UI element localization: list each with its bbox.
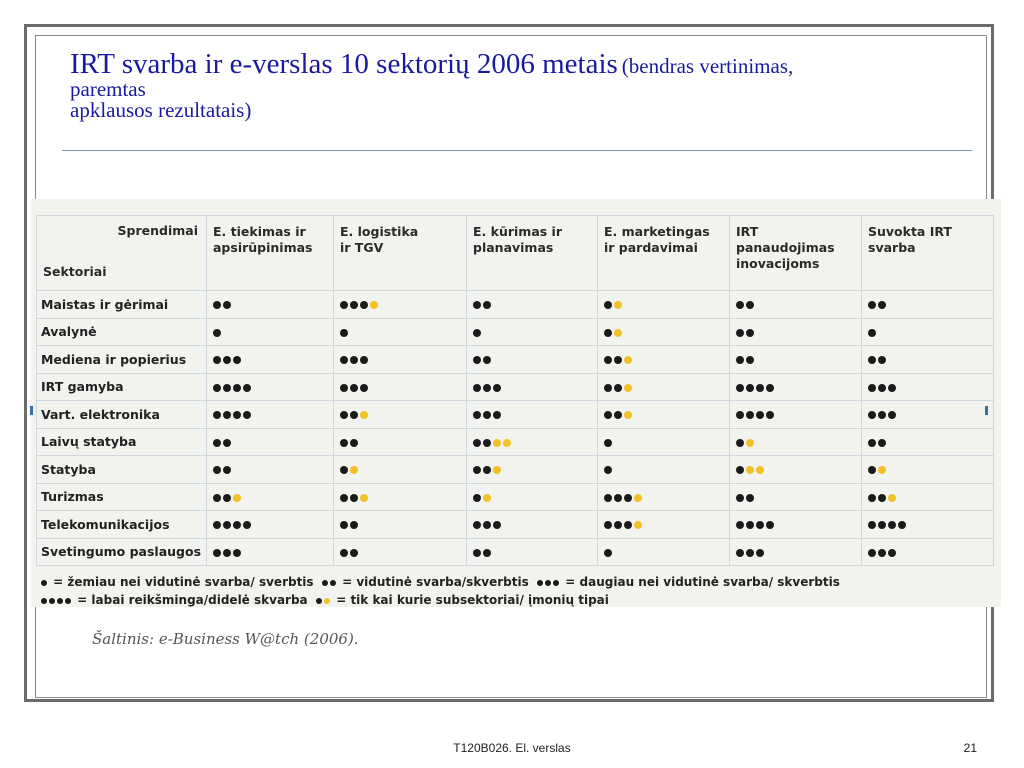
partial-rating-dot bbox=[756, 466, 764, 474]
table-row bbox=[37, 373, 994, 401]
rating-cell bbox=[598, 373, 730, 401]
sector-label: Avalynė bbox=[37, 318, 207, 346]
rating-dot bbox=[483, 356, 491, 364]
rating-cell bbox=[862, 511, 994, 539]
rating-cell bbox=[207, 456, 334, 484]
slide-title bbox=[70, 50, 970, 121]
rating-dot bbox=[233, 411, 241, 419]
rating-dot bbox=[604, 549, 612, 557]
rating-dot bbox=[614, 384, 622, 392]
matrix-image bbox=[29, 199, 1001, 607]
rating-cell bbox=[207, 346, 334, 374]
rating-dot bbox=[223, 411, 231, 419]
rating-dot bbox=[340, 521, 348, 529]
rating-dot bbox=[868, 411, 876, 419]
partial-rating-dot bbox=[878, 466, 886, 474]
rating-dot bbox=[340, 439, 348, 447]
rating-dot bbox=[213, 466, 221, 474]
rating-dot bbox=[483, 466, 491, 474]
rating-cell bbox=[467, 401, 598, 429]
rating-dot bbox=[604, 356, 612, 364]
rating-dot bbox=[878, 301, 886, 309]
column-header: E. kūrimas ir planavimas bbox=[467, 216, 598, 291]
rating-dot bbox=[624, 494, 632, 502]
rating-dot bbox=[878, 356, 886, 364]
rating-dot bbox=[604, 521, 612, 529]
table-row bbox=[37, 538, 994, 566]
rating-dot bbox=[360, 301, 368, 309]
left-marker bbox=[30, 406, 33, 415]
rating-cell bbox=[862, 483, 994, 511]
legend-3: daugiau nei vidutinė svarba/ skverbtis bbox=[579, 575, 840, 589]
rating-dot bbox=[473, 384, 481, 392]
table-row bbox=[37, 401, 994, 429]
rating-dot bbox=[868, 494, 876, 502]
table-row bbox=[37, 318, 994, 346]
rating-cell bbox=[598, 318, 730, 346]
rating-dot bbox=[473, 411, 481, 419]
rating-cell bbox=[598, 511, 730, 539]
rating-dot bbox=[223, 301, 231, 309]
rating-cell bbox=[862, 291, 994, 319]
rating-cell bbox=[207, 483, 334, 511]
rating-cell bbox=[467, 483, 598, 511]
rating-cell bbox=[207, 511, 334, 539]
rating-dot bbox=[350, 494, 358, 502]
rating-dot bbox=[223, 494, 231, 502]
rating-dot bbox=[868, 466, 876, 474]
rating-dot bbox=[473, 329, 481, 337]
legend-4: labai reikšminga/didelė skvarba bbox=[91, 593, 308, 607]
column-header: Suvokta IRT svarba bbox=[862, 216, 994, 291]
rating-cell bbox=[334, 538, 467, 566]
rating-dot bbox=[223, 356, 231, 364]
column-header: E. logistika ir TGV bbox=[334, 216, 467, 291]
rating-cell bbox=[467, 456, 598, 484]
partial-rating-dot bbox=[493, 466, 501, 474]
partial-rating-dot bbox=[493, 439, 501, 447]
rating-cell bbox=[862, 456, 994, 484]
rating-dot bbox=[223, 521, 231, 529]
rating-dot bbox=[736, 521, 744, 529]
rating-dot bbox=[213, 411, 221, 419]
rating-dot bbox=[746, 494, 754, 502]
rating-dot bbox=[614, 494, 622, 502]
rating-cell bbox=[730, 538, 862, 566]
legend bbox=[41, 573, 840, 609]
sector-label: Laivų statyba bbox=[37, 428, 207, 456]
rating-cell bbox=[207, 538, 334, 566]
right-marker bbox=[985, 406, 988, 415]
rating-dot bbox=[350, 549, 358, 557]
rating-dot bbox=[233, 521, 241, 529]
rating-cell bbox=[467, 511, 598, 539]
rating-dot bbox=[604, 466, 612, 474]
rating-cell bbox=[730, 483, 862, 511]
partial-rating-dot bbox=[614, 329, 622, 337]
rating-dot bbox=[483, 411, 491, 419]
table-row bbox=[37, 428, 994, 456]
rating-cell bbox=[862, 428, 994, 456]
footer-course: T120B026. El. verslas bbox=[453, 741, 571, 755]
rating-dot bbox=[736, 439, 744, 447]
rating-dot bbox=[736, 329, 744, 337]
rating-dot bbox=[473, 356, 481, 364]
rating-cell bbox=[730, 456, 862, 484]
rating-dot bbox=[766, 384, 774, 392]
rating-dot bbox=[604, 329, 612, 337]
sector-label: Maistas ir gėrimai bbox=[37, 291, 207, 319]
rating-dot bbox=[493, 384, 501, 392]
rating-dot bbox=[493, 411, 501, 419]
rating-cell bbox=[334, 456, 467, 484]
rating-dot bbox=[340, 329, 348, 337]
rating-dot bbox=[736, 549, 744, 557]
rating-dot bbox=[223, 466, 231, 474]
partial-rating-dot bbox=[746, 439, 754, 447]
rating-cell bbox=[207, 401, 334, 429]
rating-cell bbox=[862, 346, 994, 374]
rating-dot bbox=[868, 329, 876, 337]
rating-dot bbox=[233, 384, 241, 392]
rating-dot bbox=[604, 411, 612, 419]
rating-cell bbox=[730, 401, 862, 429]
partial-rating-dot bbox=[370, 301, 378, 309]
rating-dot bbox=[213, 384, 221, 392]
rating-dot bbox=[878, 521, 886, 529]
rating-dot bbox=[614, 521, 622, 529]
column-header: E. tiekimas ir apsirūpinimas bbox=[207, 216, 334, 291]
rating-dot bbox=[360, 356, 368, 364]
rating-dot bbox=[473, 301, 481, 309]
rating-cell bbox=[334, 291, 467, 319]
rating-dot bbox=[233, 356, 241, 364]
footer-page-number: 21 bbox=[963, 741, 977, 755]
rating-dot bbox=[350, 301, 358, 309]
rating-dot bbox=[614, 356, 622, 364]
rating-cell bbox=[598, 538, 730, 566]
rating-cell bbox=[862, 538, 994, 566]
rating-dot bbox=[766, 521, 774, 529]
corner-header bbox=[37, 216, 207, 291]
rating-dot bbox=[473, 466, 481, 474]
rating-dot bbox=[473, 494, 481, 502]
rating-dot bbox=[340, 301, 348, 309]
rating-dot bbox=[483, 521, 491, 529]
rating-dot bbox=[213, 494, 221, 502]
rating-cell bbox=[334, 401, 467, 429]
rating-dot bbox=[223, 439, 231, 447]
rating-cell bbox=[467, 428, 598, 456]
sector-label: Vart. elektronika bbox=[37, 401, 207, 429]
rating-cell bbox=[334, 318, 467, 346]
rating-dot bbox=[213, 439, 221, 447]
rating-dot bbox=[868, 301, 876, 309]
rating-cell bbox=[598, 483, 730, 511]
rating-cell bbox=[207, 373, 334, 401]
rating-cell bbox=[862, 401, 994, 429]
rating-dot bbox=[340, 384, 348, 392]
rating-dot bbox=[483, 439, 491, 447]
table-row bbox=[37, 291, 994, 319]
rating-dot bbox=[756, 521, 764, 529]
partial-rating-dot bbox=[634, 521, 642, 529]
rating-dot bbox=[888, 384, 896, 392]
sector-label: Turizmas bbox=[37, 483, 207, 511]
rating-cell bbox=[598, 346, 730, 374]
rating-dot bbox=[493, 521, 501, 529]
rating-dot bbox=[766, 411, 774, 419]
rating-dot bbox=[746, 356, 754, 364]
rating-dot bbox=[350, 521, 358, 529]
rating-dot bbox=[878, 549, 886, 557]
rating-dot bbox=[340, 411, 348, 419]
rating-dot bbox=[888, 521, 896, 529]
rating-dot bbox=[340, 549, 348, 557]
rating-dot bbox=[746, 329, 754, 337]
rating-cell bbox=[730, 511, 862, 539]
rating-dot bbox=[604, 384, 612, 392]
title-sub-2: paremtas bbox=[70, 77, 146, 101]
rating-dot bbox=[736, 384, 744, 392]
rating-cell bbox=[334, 373, 467, 401]
rating-cell bbox=[467, 538, 598, 566]
partial-rating-dot bbox=[634, 494, 642, 502]
rating-dot bbox=[243, 521, 251, 529]
rating-dot bbox=[223, 384, 231, 392]
rating-dot bbox=[604, 301, 612, 309]
rating-cell bbox=[334, 511, 467, 539]
sector-label: Svetingumo paslaugos bbox=[37, 538, 207, 566]
rating-dot bbox=[878, 439, 886, 447]
rating-dot bbox=[756, 384, 764, 392]
legend-row-1: = žemiau nei vidutinė svarba/ sverbtis = vidutinė svarba/skverbtis = daugiau nei vidutinė svarba/ skverbtis bbox=[41, 573, 840, 591]
rating-dot bbox=[614, 411, 622, 419]
rating-dot bbox=[746, 411, 754, 419]
sector-label: Mediena ir popierius bbox=[37, 346, 207, 374]
rating-dot bbox=[746, 384, 754, 392]
rating-dot bbox=[233, 549, 241, 557]
partial-rating-dot bbox=[624, 356, 632, 364]
rating-dot bbox=[736, 356, 744, 364]
rating-dot bbox=[213, 329, 221, 337]
rating-dot bbox=[473, 549, 481, 557]
table-row bbox=[37, 483, 994, 511]
partial-rating-dot bbox=[350, 466, 358, 474]
title-divider bbox=[62, 150, 972, 151]
rating-dot bbox=[868, 521, 876, 529]
partial-rating-dot bbox=[483, 494, 491, 502]
partial-rating-dot bbox=[360, 411, 368, 419]
rating-cell bbox=[730, 428, 862, 456]
rating-dot bbox=[888, 411, 896, 419]
rating-cell bbox=[862, 318, 994, 346]
rating-cell bbox=[207, 428, 334, 456]
rating-dot bbox=[878, 411, 886, 419]
rating-dot bbox=[868, 549, 876, 557]
rating-dot bbox=[340, 494, 348, 502]
legend-5: tik kai kurie subsektoriai/ įmonių tipai bbox=[350, 593, 609, 607]
rating-dot bbox=[340, 356, 348, 364]
rating-dot bbox=[624, 521, 632, 529]
title-sub-1: (bendras vertinimas, bbox=[621, 54, 794, 78]
rating-dot bbox=[243, 384, 251, 392]
rating-dot bbox=[746, 521, 754, 529]
rating-cell bbox=[334, 483, 467, 511]
partial-rating-dot bbox=[624, 384, 632, 392]
rating-dot bbox=[868, 356, 876, 364]
rating-dot bbox=[483, 301, 491, 309]
rating-dot bbox=[360, 384, 368, 392]
rating-cell bbox=[467, 291, 598, 319]
rating-dot bbox=[604, 494, 612, 502]
rating-cell bbox=[467, 346, 598, 374]
partial-rating-dot bbox=[746, 466, 754, 474]
rating-dot bbox=[756, 549, 764, 557]
rating-cell bbox=[730, 291, 862, 319]
rating-cell bbox=[467, 373, 598, 401]
rating-dot bbox=[878, 384, 886, 392]
rating-dot bbox=[350, 356, 358, 364]
importance-matrix bbox=[36, 215, 994, 566]
legend-row-2: = labai reikšminga/didelė skvarba = tik kai kurie subsektoriai/ įmonių tipai bbox=[41, 591, 840, 609]
rating-cell bbox=[207, 291, 334, 319]
rating-dot bbox=[350, 439, 358, 447]
rating-dot bbox=[736, 301, 744, 309]
table-row bbox=[37, 511, 994, 539]
rating-dot bbox=[746, 549, 754, 557]
rating-dot bbox=[213, 356, 221, 364]
rating-cell bbox=[730, 373, 862, 401]
rating-dot bbox=[888, 549, 896, 557]
legend-1: žemiau nei vidutinė svarba/ sverbtis bbox=[67, 575, 314, 589]
rating-cell bbox=[598, 456, 730, 484]
corner-bottom-label: Sektoriai bbox=[43, 264, 107, 279]
rating-dot bbox=[473, 439, 481, 447]
rating-cell bbox=[598, 428, 730, 456]
header-row bbox=[37, 216, 994, 291]
corner-top-label: Sprendimai bbox=[117, 223, 198, 238]
partial-rating-dot bbox=[614, 301, 622, 309]
rating-cell bbox=[862, 373, 994, 401]
rating-cell bbox=[730, 318, 862, 346]
rating-dot bbox=[483, 384, 491, 392]
rating-dot bbox=[736, 466, 744, 474]
rating-dot bbox=[868, 384, 876, 392]
rating-dot bbox=[483, 549, 491, 557]
sector-label: IRT gamyba bbox=[37, 373, 207, 401]
rating-dot bbox=[350, 384, 358, 392]
rating-cell bbox=[730, 346, 862, 374]
rating-dot bbox=[213, 521, 221, 529]
title-sub-3: apklausos rezultatais) bbox=[70, 98, 252, 122]
title-main: IRT svarba ir e-verslas 10 sektorių 2006 metais bbox=[70, 48, 618, 80]
rating-cell bbox=[334, 428, 467, 456]
rating-dot bbox=[473, 521, 481, 529]
rating-dot bbox=[736, 494, 744, 502]
rating-dot bbox=[746, 301, 754, 309]
source-citation: Šaltinis: e-Business W@tch (2006). bbox=[92, 630, 359, 648]
rating-dot bbox=[878, 494, 886, 502]
rating-dot bbox=[868, 439, 876, 447]
rating-dot bbox=[223, 549, 231, 557]
sector-label: Statyba bbox=[37, 456, 207, 484]
matrix-body bbox=[37, 291, 994, 566]
partial-rating-dot bbox=[233, 494, 241, 502]
rating-dot bbox=[604, 439, 612, 447]
rating-cell bbox=[207, 318, 334, 346]
table-row bbox=[37, 346, 994, 374]
partial-rating-dot bbox=[624, 411, 632, 419]
rating-dot bbox=[756, 411, 764, 419]
rating-dot bbox=[898, 521, 906, 529]
sector-label: Telekomunikacijos bbox=[37, 511, 207, 539]
rating-dot bbox=[213, 301, 221, 309]
table-row bbox=[37, 456, 994, 484]
rating-dot bbox=[340, 466, 348, 474]
rating-cell bbox=[598, 291, 730, 319]
rating-cell bbox=[598, 401, 730, 429]
rating-dot bbox=[736, 411, 744, 419]
rating-dot bbox=[350, 411, 358, 419]
legend-2: vidutinė svarba/skverbtis bbox=[356, 575, 529, 589]
rating-cell bbox=[334, 346, 467, 374]
rating-cell bbox=[467, 318, 598, 346]
partial-rating-dot bbox=[888, 494, 896, 502]
partial-rating-dot bbox=[360, 494, 368, 502]
rating-dot bbox=[213, 549, 221, 557]
column-header: IRT panaudojimas inovacijoms bbox=[730, 216, 862, 291]
column-header: E. marketingas ir pardavimai bbox=[598, 216, 730, 291]
rating-dot bbox=[243, 411, 251, 419]
partial-rating-dot bbox=[503, 439, 511, 447]
